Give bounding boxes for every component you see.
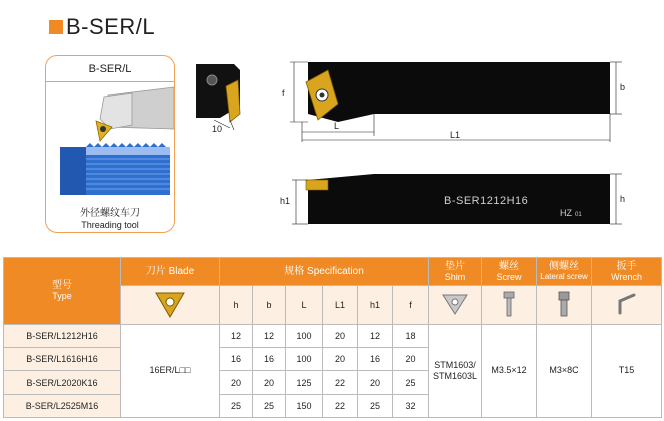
dim-h1-label: h1 — [280, 196, 291, 206]
blade-header-label: 刀片 Blade — [145, 266, 195, 278]
shim-icon — [440, 291, 470, 317]
cell-h1: 12 — [358, 324, 393, 347]
lateral-header-cn: 侧螺丝 — [549, 261, 580, 273]
side-view-drawing — [278, 168, 634, 230]
wrench-icon — [612, 289, 642, 319]
row-type: B-SER/L1212H16 — [4, 324, 121, 347]
screw-image-cell — [482, 286, 537, 324]
type-header-en: Type — [52, 291, 72, 302]
cell-b: 16 — [253, 348, 286, 371]
page-title: B-SER/L — [66, 14, 156, 39]
shank-marking: B-SER1212H16 — [444, 195, 529, 207]
cell-L: 100 — [286, 348, 323, 371]
card-header: B-SER/L — [46, 56, 174, 82]
top-view-shank — [374, 62, 610, 114]
shim-image-cell — [429, 286, 482, 324]
table-row — [4, 324, 662, 347]
wrench-header-en: Wrench — [611, 272, 642, 283]
cell-h1: 25 — [358, 394, 393, 417]
cell-h1: 16 — [358, 348, 393, 371]
spec-header-label: 规格 Specification — [284, 266, 364, 278]
shim-value — [429, 324, 482, 417]
cell-L1: 20 — [323, 348, 358, 371]
col-header-L1: L1 — [323, 286, 358, 324]
row-type: B-SER/L1616H16 — [4, 348, 121, 371]
type-header — [4, 258, 121, 325]
card-caption-en: Threading tool — [81, 220, 139, 230]
cell-L1: 20 — [323, 324, 358, 347]
col-header-L: L — [286, 286, 323, 324]
cell-h: 20 — [220, 371, 253, 394]
tool-type-card — [45, 55, 175, 233]
dim-L1-label: L1 — [450, 130, 461, 140]
blade-insert-icon — [150, 289, 190, 319]
cell-L1: 22 — [323, 394, 358, 417]
col-header-f: f — [393, 286, 429, 324]
top-view-drawing — [278, 52, 634, 142]
cell-h1: 20 — [358, 371, 393, 394]
wrench-header-cn: 扳手 — [616, 261, 637, 273]
cell-f: 20 — [393, 348, 429, 371]
cell-L: 150 — [286, 394, 323, 417]
cell-b: 12 — [253, 324, 286, 347]
hz-marking-sub: 01 — [575, 212, 582, 218]
screw-header-en: Screw — [496, 272, 522, 283]
dim-h-label: h — [620, 194, 626, 204]
screw-header — [482, 258, 537, 286]
screw-header-cn: 螺丝 — [499, 261, 520, 273]
screw-icon — [499, 289, 519, 319]
lateral-screw-header — [537, 258, 592, 286]
side-view-insert — [306, 180, 328, 190]
head-detail-insert — [226, 80, 240, 122]
col-header-h1: h1 — [358, 286, 393, 324]
cell-b: 20 — [253, 371, 286, 394]
dim-f-label: f — [282, 88, 285, 98]
head-detail-hole — [207, 75, 217, 85]
spec-table — [3, 257, 662, 418]
shim-value-line1: STM1603/ — [434, 359, 476, 370]
row-type: B-SER/L2020K16 — [4, 371, 121, 394]
lateral-header-en: Lateral screw — [540, 272, 588, 282]
cell-L1: 22 — [323, 371, 358, 394]
blade-header — [121, 258, 220, 286]
cell-L: 100 — [286, 324, 323, 347]
lateral-screw-icon — [554, 289, 574, 319]
cell-f: 25 — [393, 371, 429, 394]
blade-image-cell — [121, 286, 220, 324]
wrench-value: T15 — [592, 324, 662, 417]
angle-label: 10 — [212, 124, 223, 134]
wrench-image-cell — [592, 286, 662, 324]
shim-header — [429, 258, 482, 286]
blade-value: 16ER/L□□ — [121, 324, 220, 417]
spec-header — [220, 258, 429, 286]
screw-value: M3.5×12 — [482, 324, 537, 417]
cell-h: 12 — [220, 324, 253, 347]
dim-b-label: b — [620, 82, 626, 92]
shim-header-cn: 垫片 — [445, 261, 466, 273]
holder-head-art — [100, 93, 132, 129]
cell-h: 16 — [220, 348, 253, 371]
col-header-b: b — [253, 286, 286, 324]
cell-L: 125 — [286, 371, 323, 394]
cell-f: 18 — [393, 324, 429, 347]
title-bullet — [49, 20, 63, 34]
insert-screw-art — [100, 126, 106, 132]
row-type: B-SER/L2525M16 — [4, 394, 121, 417]
cell-f: 32 — [393, 394, 429, 417]
card-caption-cn: 外径螺纹车刀 — [80, 208, 140, 219]
dim-L-label: L — [334, 121, 340, 131]
shim-header-en: Shim — [444, 272, 466, 283]
type-header-cn: 型号 — [52, 280, 72, 292]
wrench-header — [592, 258, 662, 286]
lateral-screw-image-cell — [537, 286, 592, 324]
head-detail-drawing — [190, 58, 270, 138]
cell-b: 25 — [253, 394, 286, 417]
workpiece-end-art — [60, 147, 86, 195]
shim-value-line2: STM1603L — [433, 370, 478, 381]
lateral-screw-value: M3×8C — [537, 324, 592, 417]
thread-teeth — [86, 143, 166, 147]
col-header-h: h — [220, 286, 253, 324]
threading-illustration — [46, 83, 174, 203]
cell-h: 25 — [220, 394, 253, 417]
hz-marking: HZ — [560, 208, 572, 218]
